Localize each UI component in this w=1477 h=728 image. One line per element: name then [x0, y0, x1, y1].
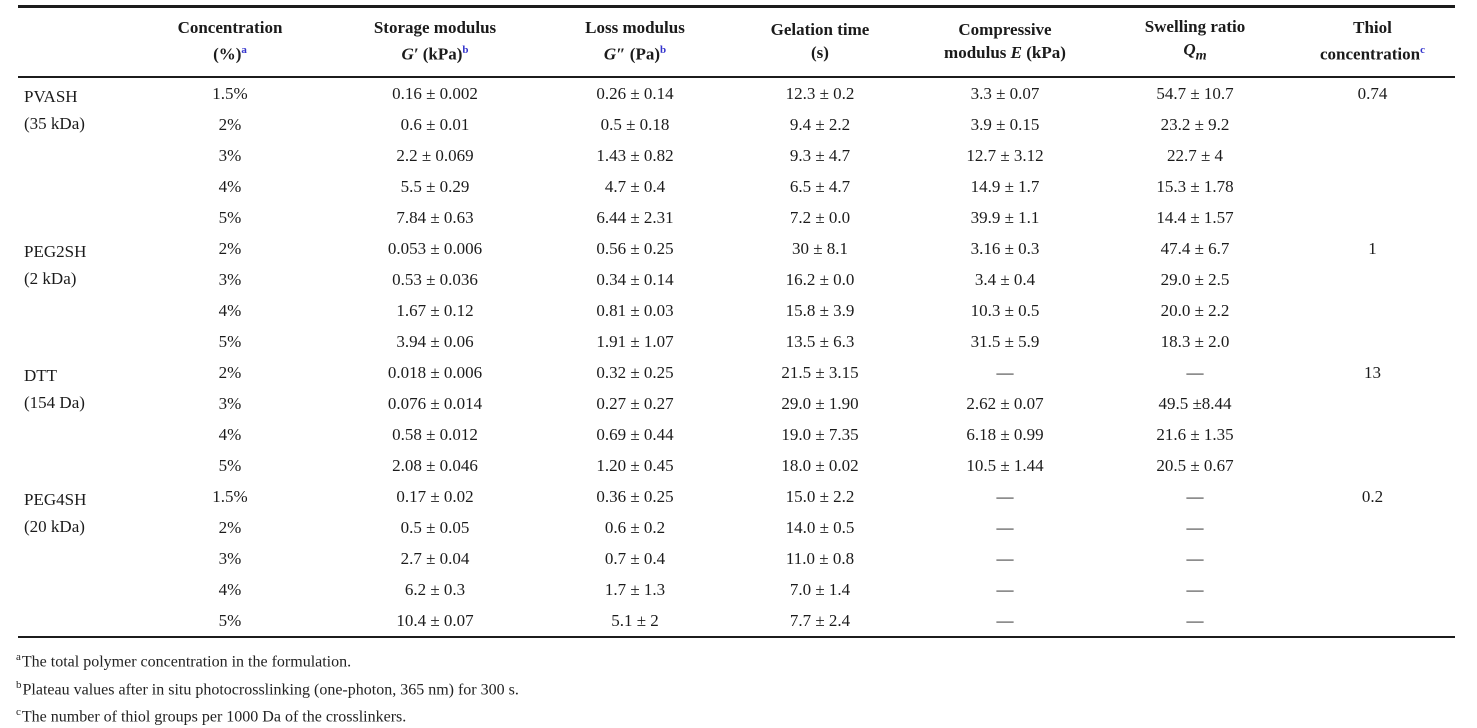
header-line1: Gelation time [770, 20, 870, 40]
table-cell [1290, 326, 1455, 357]
table-cell: 0.5 ± 0.05 [400, 517, 470, 537]
table-cell: 7.7 ± 2.4 [789, 610, 851, 630]
table-row [18, 326, 1455, 357]
table-cell: 9.4 ± 2.2 [789, 114, 851, 134]
table-cell: 0.81 ± 0.03 [596, 300, 674, 320]
header-concentration [130, 7, 330, 78]
table-cell: 0.34 ± 0.14 [596, 269, 674, 289]
footnotes [16, 646, 1477, 728]
table-cell: 3.16 ± 0.3 [970, 238, 1040, 258]
table-cell: 0.27 ± 0.27 [596, 393, 674, 413]
table-cell: — [1186, 579, 1204, 599]
table-cell: — [996, 548, 1014, 568]
table-cell [1290, 171, 1455, 202]
group-name: PEG4SH [24, 490, 87, 510]
table-cell: 2.08 ± 0.046 [392, 455, 478, 475]
footnote-text: The number of thiol groups per 1000 Da of the crosslinkers. [21, 708, 407, 726]
table-cell: 5% [218, 331, 242, 351]
table-cell: 6.5 ± 4.7 [789, 176, 851, 196]
table-cell: 21.5 ± 3.15 [781, 362, 859, 382]
table-cell [1290, 140, 1455, 171]
table-cell: 11.0 ± 0.8 [785, 548, 855, 568]
header-line2: G″ $(Pa)^b$ [603, 44, 667, 65]
table-cell: 0.58 ± 0.012 [392, 424, 478, 444]
table-cell: 6.2 ± 0.3 [404, 579, 466, 599]
table-cell: 4% [218, 300, 242, 320]
header-swelling-ratio [1100, 7, 1290, 78]
footnote-b [16, 674, 1477, 701]
header-loss-modulus [540, 7, 730, 78]
table-cell: 13 [1364, 362, 1381, 382]
table-cell: 0.17 ± 0.02 [396, 486, 474, 506]
table-cell: 1.5% [212, 486, 248, 506]
table-row [18, 109, 1455, 140]
table-cell: 2.62 ± 0.07 [966, 393, 1044, 413]
table-cell: 4.7 ± 0.4 [604, 176, 666, 196]
table-cell: 7.84 ± 0.63 [396, 207, 474, 227]
table-cell: 0.5 ± 0.18 [600, 114, 670, 134]
table-cell: — [996, 610, 1014, 630]
table-cell: 2.7 ± 0.04 [400, 548, 470, 568]
header-line2: (%)$^a$ [213, 44, 247, 65]
header-line2: G′ (kPa)$^b$ [401, 44, 469, 65]
header-thiol-concentration [1290, 7, 1455, 78]
table-row [18, 202, 1455, 233]
table-cell: 0.2 [1361, 486, 1384, 506]
table-cell: 0.053 ± 0.006 [387, 238, 483, 258]
table-cell [1290, 574, 1455, 605]
table-cell: 0.076 ± 0.014 [387, 393, 483, 413]
table-cell: 19.0 ± 7.35 [781, 424, 859, 444]
header-line2: $Q_m$ [1183, 40, 1207, 64]
header-line1: Storage modulus [373, 18, 497, 38]
table-cell: 0.53 ± 0.036 [392, 269, 478, 289]
group-label [18, 77, 130, 233]
table-cell [1290, 543, 1455, 574]
header-storage-modulus [330, 7, 540, 78]
table-row [18, 77, 1455, 109]
table-cell: 5% [218, 207, 242, 227]
header-line2: modulus E (kPa) [944, 43, 1066, 63]
table-cell: 3% [218, 269, 242, 289]
footnote-a [16, 646, 1477, 673]
table-row [18, 140, 1455, 171]
table-cell: 15.0 ± 2.2 [785, 486, 855, 506]
table-cell: 4% [218, 176, 242, 196]
table-cell: — [1186, 486, 1204, 506]
table-cell: 2.2 ± 0.069 [396, 145, 474, 165]
footnote-marker-c: c [1420, 44, 1425, 57]
header-line1: Loss modulus [585, 18, 685, 38]
footnote-marker-a: a [241, 44, 247, 57]
group-name: PEG2SH [24, 242, 87, 262]
footnote-text: The total polymer concentration in the formulation. [21, 653, 352, 671]
footnote-text: Plateau values after in situ photocrosslinking (one-photon, 365 nm) for 300 s. [22, 681, 519, 699]
table-row [18, 171, 1455, 202]
table-cell: 0.36 ± 0.25 [596, 486, 674, 506]
footnote-c [16, 701, 1477, 728]
table-cell: 14.9 ± 1.7 [970, 176, 1040, 196]
table-cell: 5% [218, 455, 242, 475]
table-cell: 5.5 ± 0.29 [400, 176, 470, 196]
table-cell: 9.3 ± 4.7 [789, 145, 851, 165]
table-row [18, 233, 1455, 264]
table-cell: 1.20 ± 0.45 [596, 455, 674, 475]
table-row [18, 295, 1455, 326]
table-cell: 21.6 ± 1.35 [1156, 424, 1234, 444]
footnote-sup: b [16, 678, 22, 691]
table-cell: 2% [218, 362, 242, 382]
table-cell: 15.3 ± 1.78 [1156, 176, 1234, 196]
table-cell: 49.5 ±8.44 [1158, 393, 1232, 413]
table-cell: — [1186, 610, 1204, 630]
footnote-marker-b: b [462, 44, 469, 57]
table-cell: — [996, 362, 1014, 382]
header-line1: Concentration [177, 18, 283, 38]
table-cell [1290, 450, 1455, 481]
table-cell: — [1186, 362, 1204, 382]
table-cell: 4% [218, 424, 242, 444]
table-cell: 1.43 ± 0.82 [596, 145, 674, 165]
footnote-sup: a [16, 651, 21, 664]
header-line1: Swelling ratio [1144, 17, 1246, 36]
table-row [18, 481, 1455, 512]
table-row [18, 357, 1455, 388]
table-cell: — [1186, 517, 1204, 537]
table-cell: — [996, 486, 1014, 506]
table-cell: 0.6 ± 0.2 [604, 517, 666, 537]
table-cell [1290, 109, 1455, 140]
table-cell: 31.5 ± 5.9 [970, 331, 1040, 351]
group-size: (20 kDa) [24, 517, 85, 537]
table-cell: 5% [218, 610, 242, 630]
table-cell: 1.91 ± 1.07 [596, 331, 674, 351]
table-cell: 2% [218, 517, 242, 537]
table-cell: — [1186, 548, 1204, 568]
table-cell: 29.0 ± 2.5 [1160, 269, 1230, 289]
group-size: (154 Da) [24, 393, 85, 413]
footnote-marker-b: b [660, 44, 667, 57]
table-cell [1290, 295, 1455, 326]
table-cell: 3.94 ± 0.06 [396, 331, 474, 351]
group-name: DTT [24, 366, 58, 386]
table-cell: 18.0 ± 0.02 [781, 455, 859, 475]
table-cell: 13.5 ± 6.3 [785, 331, 855, 351]
table-cell: 12.3 ± 0.2 [785, 83, 855, 103]
header-line1: Thiol [1353, 18, 1392, 38]
table-cell: 20.5 ± 0.67 [1156, 455, 1234, 475]
table-cell: 29.0 ± 1.90 [781, 393, 859, 413]
table-cell: 14.4 ± 1.57 [1156, 207, 1234, 227]
table-cell: 0.16 ± 0.002 [392, 83, 478, 103]
table-cell: 6.44 ± 2.31 [596, 207, 674, 227]
footnote-sup: c [16, 706, 21, 719]
table-cell: 0.32 ± 0.25 [596, 362, 674, 382]
table-cell: 22.7 ± 4 [1166, 145, 1224, 165]
table-cell [1290, 264, 1455, 295]
header-line1: Compressive [958, 20, 1052, 40]
header-gelation-time [730, 7, 910, 78]
table-cell: 30 ± 8.1 [791, 238, 849, 258]
table-cell: 0.56 ± 0.25 [596, 238, 674, 258]
table-cell: 7.2 ± 0.0 [789, 207, 851, 227]
table-row [18, 264, 1455, 295]
table-row [18, 605, 1455, 637]
table-cell: 3% [218, 548, 242, 568]
table-cell: 5.1 ± 2 [611, 610, 659, 630]
table-cell: 1.5% [212, 83, 248, 103]
table-cell [1290, 512, 1455, 543]
table-cell: 3.3 ± 0.07 [970, 83, 1040, 103]
table-cell: 47.4 ± 6.7 [1160, 238, 1230, 258]
table-body [18, 77, 1455, 637]
group-size: (2 kDa) [24, 269, 77, 289]
table-cell: 15.8 ± 3.9 [785, 300, 855, 320]
table-cell: 3.9 ± 0.15 [970, 114, 1040, 134]
header-line2: concentration$^c$ [1320, 44, 1425, 65]
table-cell: 6.18 ± 0.99 [966, 424, 1044, 444]
table-cell: 18.3 ± 2.0 [1160, 331, 1230, 351]
table-cell: 10.4 ± 0.07 [396, 610, 474, 630]
group-size: (35 kDa) [24, 114, 85, 134]
header-blank [18, 7, 130, 78]
table-cell: 10.5 ± 1.44 [966, 455, 1044, 475]
table-header [18, 7, 1455, 78]
table-cell [1290, 419, 1455, 450]
table-cell: 12.7 ± 3.12 [966, 145, 1044, 165]
table-cell: 1.7 ± 1.3 [604, 579, 666, 599]
table-cell: 20.0 ± 2.2 [1160, 300, 1230, 320]
table-cell: 3% [218, 393, 242, 413]
table-cell: 1 [1368, 238, 1377, 258]
group-label [18, 357, 130, 481]
table-cell: 0.26 ± 0.14 [596, 83, 674, 103]
table-cell: 16.2 ± 0.0 [785, 269, 855, 289]
table-cell [1290, 388, 1455, 419]
table-cell: 39.9 ± 1.1 [970, 207, 1040, 227]
table-cell: 0.018 ± 0.006 [387, 362, 483, 382]
table-cell: 1.67 ± 0.12 [396, 300, 474, 320]
table-cell: 10.3 ± 0.5 [970, 300, 1040, 320]
table-cell: 23.2 ± 9.2 [1160, 114, 1230, 134]
table-cell [1290, 605, 1455, 637]
header-compressive-modulus [910, 7, 1100, 78]
table-cell: — [996, 579, 1014, 599]
table-cell: 4% [218, 579, 242, 599]
table-cell: 0.7 ± 0.4 [604, 548, 666, 568]
table-row [18, 512, 1455, 543]
group-label [18, 481, 130, 637]
table-cell: 7.0 ± 1.4 [789, 579, 851, 599]
group-name: PVASH [24, 87, 78, 107]
group-label [18, 233, 130, 357]
table-row [18, 543, 1455, 574]
header-row [18, 7, 1455, 78]
table-row [18, 574, 1455, 605]
table-cell: 54.7 ± 10.7 [1156, 83, 1234, 103]
header-line2: (s) [811, 43, 829, 63]
table-row [18, 450, 1455, 481]
table-cell: 0.6 ± 0.01 [400, 114, 470, 134]
hydrogel-properties-table [18, 5, 1455, 638]
table-cell: 2% [218, 114, 242, 134]
table-row [18, 388, 1455, 419]
table-cell: 2% [218, 238, 242, 258]
table-row [18, 419, 1455, 450]
table-cell: 3% [218, 145, 242, 165]
table-cell [1290, 202, 1455, 233]
table-cell: — [996, 517, 1014, 537]
table-cell: 3.4 ± 0.4 [974, 269, 1036, 289]
table-cell: 0.69 ± 0.44 [596, 424, 674, 444]
table-cell: 0.74 [1357, 83, 1388, 103]
table-cell: 14.0 ± 0.5 [785, 517, 855, 537]
